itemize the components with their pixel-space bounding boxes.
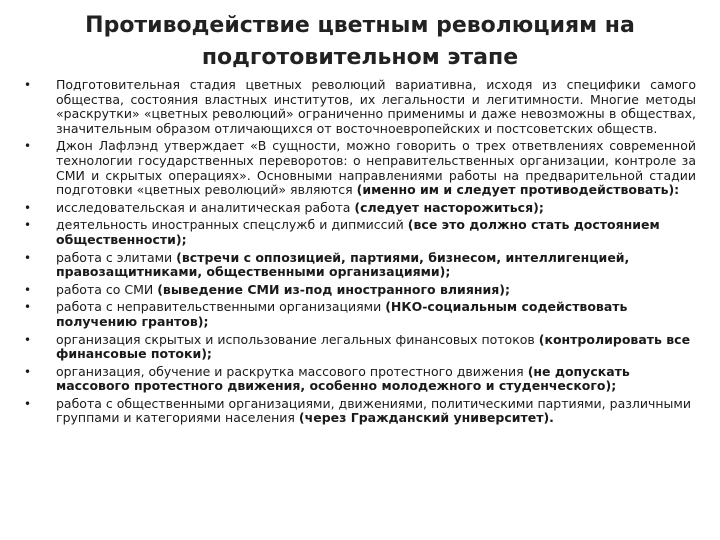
bullet-text: работа с элитами [56, 249, 173, 265]
bullet-bold-text: (следует насторожиться); [354, 199, 544, 215]
bullet-bold-text: (не допускать массового протестного движения, особенно молодежного и студенческого); [56, 363, 630, 394]
bullet-item [24, 300, 696, 329]
slide-title: Противодействие цветным революциям на подготовительном этапе [85, 13, 635, 70]
bullet-text: работа с общественными организациями, движениями, политическими партиями, различными группами и категориями населения [56, 395, 691, 426]
bullet-text: организация скрытых и использование легальных финансовых потоков [56, 331, 535, 347]
bullet-item [24, 201, 696, 216]
bullet-bold-text: (НКО-социальным содействовать получению грантов); [56, 299, 628, 329]
bullet-text: работа со СМИ [56, 281, 154, 297]
bullet-bold-text: (все это должно стать достоянием общественности); [56, 217, 660, 247]
bullet-item [24, 139, 696, 197]
bullet-item [24, 283, 696, 298]
bullet-text: организация, обучение и раскрутка массового протестного движения [56, 363, 524, 379]
bullet-text: работа с неправительственными организациями [56, 299, 382, 315]
bullet-item [24, 251, 696, 280]
bullet-text: Джон Лафлэнд утверждает «В сущности, можно говорить о трех ответвлениях современной технологии государственных переворотов: о неправительственных организации, контроле за СМИ и скрытых операциях». Основными направлениями работы на предварительной стадии подготовки «цветных революций» являются [56, 138, 696, 198]
bullet-item [24, 78, 696, 136]
bullet-text: деятельность иностранных спецслужб и дипмиссий [56, 217, 404, 233]
bullet-item [24, 218, 696, 247]
bullet-item [24, 365, 696, 394]
bullet-bold-text: (встречи с оппозицией, партиями, бизнесом, интеллигенцией, правозащитниками, общественными организациями); [56, 249, 630, 280]
bullet-text: Подготовительная стадия цветных революций вариативна, исходя из специфики самого общества, состояния властных институтов, их легальности и легитимности. Многие методы «раскрутки» «цветных революций» ограниченно применимы и даже невозможны в обществах, значительным образом отличающихся от восточноевропейских и постсоветских обществ. [56, 77, 696, 136]
bullet-list [24, 78, 696, 429]
bullet-bold-text: (контролировать все финансовые потоки); [56, 331, 691, 362]
bullet-text: исследовательская и аналитическая работа [56, 199, 351, 215]
bullet-item [24, 397, 696, 426]
bullet-bold-text: (выведение СМИ из-под иностранного влияния); [157, 281, 510, 297]
bullet-bold-text: (через Гражданский университет). [298, 410, 554, 426]
bullet-item [24, 333, 696, 362]
bullet-bold-text: (именно им и следует противодействовать): [356, 182, 680, 198]
